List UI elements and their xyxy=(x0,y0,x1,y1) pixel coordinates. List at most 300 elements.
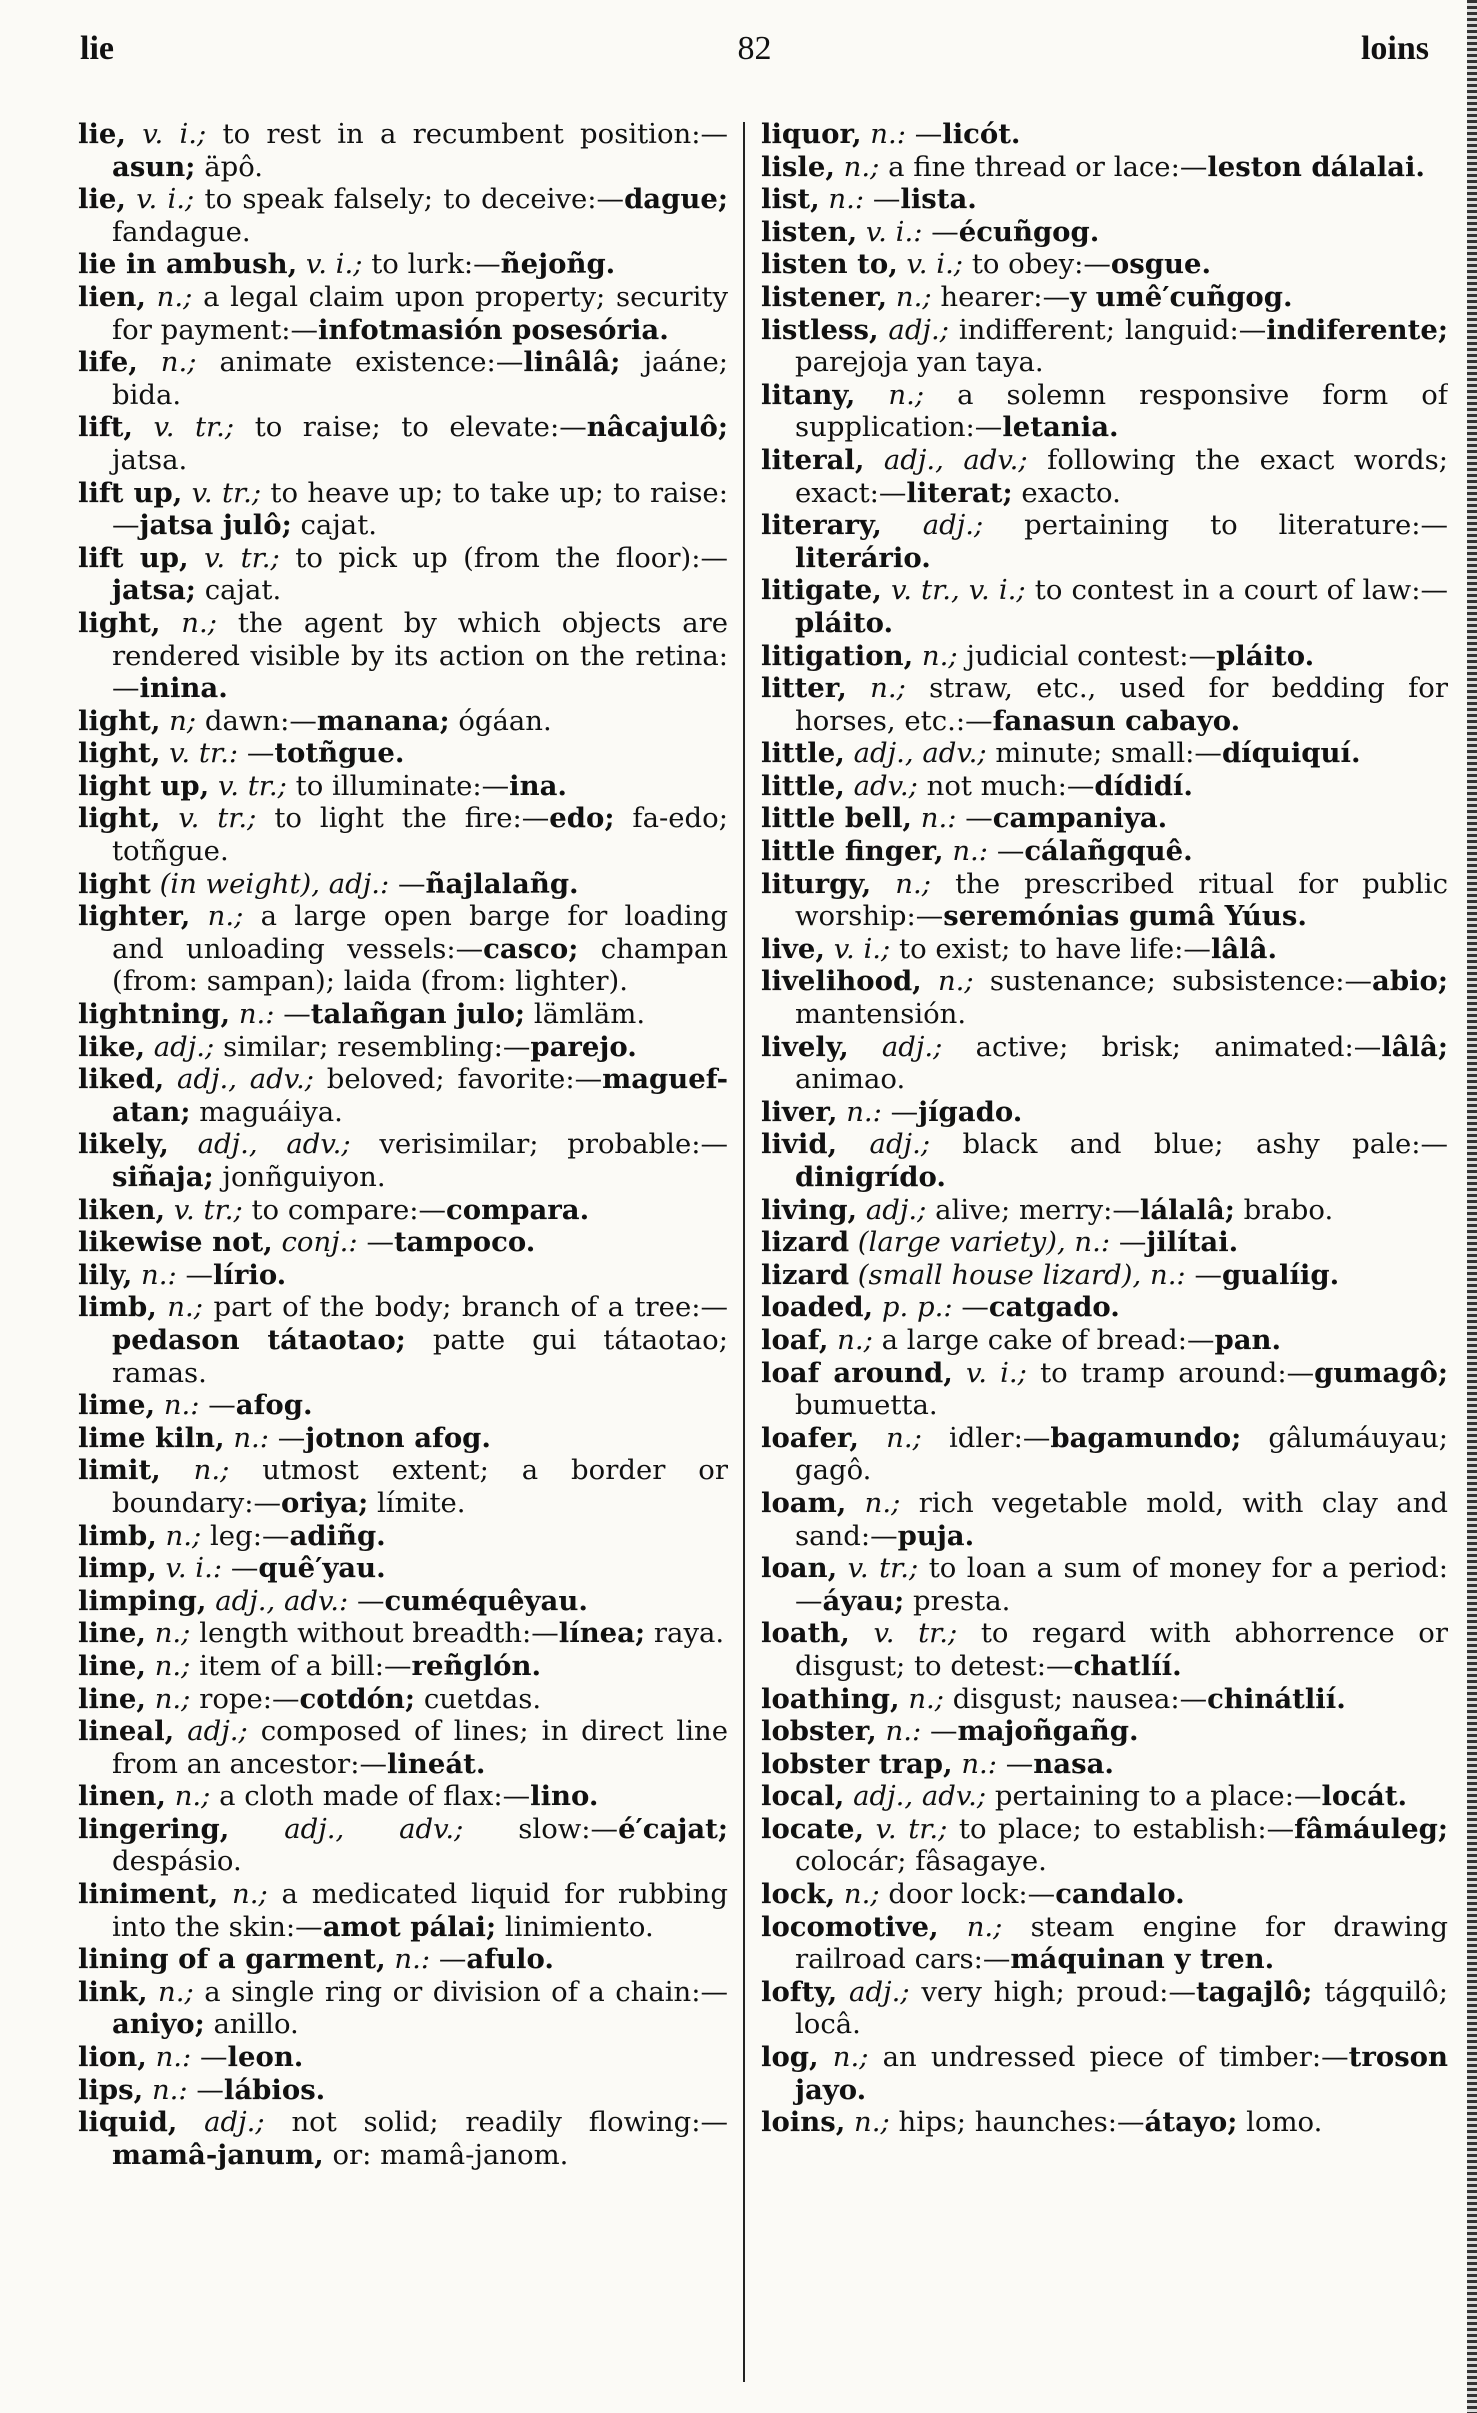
translation: átayo; xyxy=(1144,2106,1238,2139)
definition: a cloth made of flax:— xyxy=(219,1780,531,1813)
headword: listener, xyxy=(761,280,888,313)
translation: écuñgog. xyxy=(958,215,1100,248)
part-of-speech: n.; xyxy=(167,1291,203,1324)
definition: not much:— xyxy=(926,769,1095,802)
translation: leon. xyxy=(227,2041,304,2074)
headword: lien, xyxy=(78,280,146,313)
translation: máquinan y tren. xyxy=(1010,1943,1275,1976)
translation: siñaja; xyxy=(112,1161,214,1193)
definition: — xyxy=(931,215,959,248)
part-of-speech: adj.; xyxy=(865,1193,927,1226)
headword: litter, xyxy=(761,672,847,705)
definition: steam engine for drawing railroad cars:— xyxy=(795,1910,1448,1976)
dictionary-entry xyxy=(761,1878,1448,1911)
part-of-speech: v. tr.; xyxy=(178,802,257,835)
definition: — xyxy=(398,867,426,900)
headword: life, xyxy=(78,346,138,379)
dictionary-entry xyxy=(761,314,1448,379)
part-of-speech: n.; xyxy=(937,965,974,998)
translation: nasa. xyxy=(1033,1747,1114,1780)
dictionary-entry xyxy=(78,1389,728,1422)
dictionary-entry xyxy=(78,542,728,607)
definition: to contest in a court of law:— xyxy=(1034,574,1448,607)
alternate-translation: cajat. xyxy=(204,574,282,607)
translation: jilítai. xyxy=(1146,1226,1239,1259)
part-of-speech: adj., adv.: xyxy=(215,1584,349,1617)
alternate-translation: champan (from: sampan); laida (from: lighter). xyxy=(112,932,728,998)
part-of-speech: n.; xyxy=(966,1910,1003,1943)
translation: pedason tátaotao; xyxy=(112,1323,406,1356)
part-of-speech: n.: xyxy=(141,1258,177,1291)
dictionary-entry xyxy=(78,1715,728,1780)
alternate-translation: jatsa. xyxy=(112,443,188,476)
headword: likewise not, xyxy=(78,1226,273,1259)
headword: liked, xyxy=(78,1063,165,1096)
alternate-translation: ógáan. xyxy=(458,704,552,737)
dictionary-entry xyxy=(761,1128,1448,1193)
part-of-speech: adj.; xyxy=(849,1975,910,2008)
dictionary-entry xyxy=(761,1683,1448,1716)
part-of-speech: n.: xyxy=(155,2041,192,2074)
definition: verisimilar; probable:— xyxy=(379,1128,728,1161)
translation: talañgan julo; xyxy=(310,998,526,1031)
alternate-translation: mantensión. xyxy=(795,998,967,1031)
dictionary-entry xyxy=(761,868,1448,933)
part-of-speech: adj., adv.; xyxy=(284,1812,464,1845)
definition: to speak falsely; to deceive:— xyxy=(204,183,625,216)
headword: loaded, xyxy=(761,1291,874,1324)
headword: light, xyxy=(78,802,161,835)
translation: pláito. xyxy=(1216,639,1315,672)
headword: listless, xyxy=(761,313,879,346)
definition: — xyxy=(366,1226,394,1259)
headword: loafer, xyxy=(761,1421,859,1454)
dictionary-entry xyxy=(78,1552,728,1585)
headword: limit, xyxy=(78,1454,161,1487)
part-of-speech: v. tr.; xyxy=(191,476,262,509)
definition: beloved; favorite:— xyxy=(326,1063,603,1096)
alternate-translation: raya. xyxy=(653,1617,725,1650)
definition: — xyxy=(872,183,901,216)
headword: litigation, xyxy=(761,639,914,672)
headword: living, xyxy=(761,1193,858,1226)
translation: afog. xyxy=(235,1389,313,1422)
translation: cálañgquê. xyxy=(1024,835,1193,868)
alternate-translation: patte gui tátaotao; ramas. xyxy=(112,1323,728,1389)
definition: — xyxy=(996,835,1025,868)
alternate-translation: animao. xyxy=(795,1063,906,1096)
part-of-speech: n.; xyxy=(181,606,218,639)
dictionary-entry xyxy=(761,574,1448,639)
dictionary-entry xyxy=(78,1422,728,1455)
definition: very high; proud:— xyxy=(921,1975,1196,2008)
translation: ñejoñg. xyxy=(500,248,616,281)
headword: lift up, xyxy=(78,476,183,509)
part-of-speech: n.; xyxy=(843,1878,880,1911)
headword: lily, xyxy=(78,1258,133,1291)
dictionary-entry xyxy=(78,770,728,803)
alternate-translation: brabo. xyxy=(1243,1193,1334,1226)
dictionary-entry xyxy=(78,2041,728,2074)
headword: line, xyxy=(78,1649,146,1682)
dictionary-entry xyxy=(78,248,728,281)
headword: lips, xyxy=(78,2073,144,2106)
definition: straw, etc., used for bedding for horses, etc.:— xyxy=(795,672,1448,737)
translation: chinátlií. xyxy=(1207,1682,1346,1715)
translation: dinigrído. xyxy=(795,1161,946,1193)
headword: lie, xyxy=(78,183,126,216)
part-of-speech: v. i.; xyxy=(906,248,964,281)
dictionary-entry xyxy=(78,346,728,411)
alternate-translation: exacto. xyxy=(1021,476,1121,509)
translation: asun; xyxy=(112,150,196,183)
headword: livelihood, xyxy=(761,965,922,998)
headword: lift up, xyxy=(78,541,189,574)
definition: to illuminate:— xyxy=(295,769,510,802)
definition: — xyxy=(246,737,275,770)
translation: oriya; xyxy=(281,1486,369,1519)
definition: a solemn responsive form of supplication:— xyxy=(795,378,1448,444)
definition: to exist; to have life:— xyxy=(899,932,1211,965)
part-of-speech: v. i.; xyxy=(142,118,207,150)
part-of-speech: n.; xyxy=(886,1421,922,1454)
definition: minute; small:— xyxy=(995,737,1222,770)
translation: fâmáuleg; xyxy=(1294,1812,1448,1845)
headword: limp, xyxy=(78,1552,157,1585)
dictionary-entry xyxy=(761,151,1448,184)
translation: osgue. xyxy=(1110,248,1212,281)
part-of-speech: v. tr.: xyxy=(169,737,239,770)
part-of-speech: adj.; xyxy=(153,1030,215,1063)
headword: loaf, xyxy=(761,1323,829,1356)
definition: — xyxy=(929,1715,958,1748)
part-of-speech: n.; xyxy=(864,1486,901,1519)
translation: jígado. xyxy=(918,1095,1023,1128)
headword: lisle, xyxy=(761,150,835,183)
part-of-speech: v. tr.; xyxy=(873,1617,958,1650)
definition: item of a bill:— xyxy=(199,1649,412,1682)
headword: loathing, xyxy=(761,1682,900,1715)
dictionary-entry xyxy=(761,1617,1448,1682)
dictionary-entry xyxy=(761,509,1448,574)
part-of-speech: adj., adv.; xyxy=(883,443,1028,476)
part-of-speech: n.; xyxy=(908,1682,945,1715)
headword: lingering, xyxy=(78,1812,230,1845)
dictionary-entry xyxy=(78,1194,728,1227)
headword: listen to, xyxy=(761,248,898,281)
headword: lighter, xyxy=(78,900,191,933)
part-of-speech: adv.; xyxy=(853,769,918,802)
headword: lining of a garment, xyxy=(78,1943,386,1976)
definition: — xyxy=(357,1584,385,1617)
dictionary-entry xyxy=(78,1454,728,1519)
dictionary-entry xyxy=(78,1585,728,1618)
definition: slow:— xyxy=(518,1812,619,1845)
part-of-speech: n.; xyxy=(154,1649,191,1682)
definition: — xyxy=(914,118,943,150)
part-of-speech: v. tr.; xyxy=(875,1812,948,1845)
part-of-speech: v. i.; xyxy=(136,183,195,216)
dictionary-entry xyxy=(761,1715,1448,1748)
part-of-speech: v. i.: xyxy=(165,1552,223,1585)
headword: little, xyxy=(761,737,845,770)
dictionary-entry xyxy=(78,1520,728,1553)
dictionary-entry xyxy=(761,1422,1448,1487)
dictionary-columns xyxy=(78,118,1448,2398)
alternate-translation: límite. xyxy=(377,1486,466,1519)
translation: letania. xyxy=(1002,411,1119,444)
translation: manana; xyxy=(316,704,450,737)
dictionary-entry xyxy=(78,1128,728,1193)
part-of-speech: (small house lizard), n.: xyxy=(857,1258,1186,1291)
headword: loaf around, xyxy=(761,1356,953,1389)
part-of-speech: adj.; xyxy=(888,313,949,346)
dictionary-entry xyxy=(78,1031,728,1064)
translation: cotdón; xyxy=(299,1682,416,1715)
headword: locate, xyxy=(761,1812,865,1845)
translation: majoñgañg. xyxy=(957,1715,1139,1748)
definition: hearer:— xyxy=(940,280,1071,313)
definition: length without breadth:— xyxy=(199,1617,559,1650)
part-of-speech: n.; xyxy=(193,1454,230,1487)
definition: black and blue; ashy pale:— xyxy=(962,1128,1448,1161)
guide-word-left: lie xyxy=(80,30,114,67)
part-of-speech: v. i.; xyxy=(305,248,363,281)
dictionary-entry xyxy=(761,1226,1448,1259)
part-of-speech: v. tr.; xyxy=(847,1552,919,1585)
translation: cuméquêyau. xyxy=(384,1584,588,1617)
definition: part of the body; branch of a tree:— xyxy=(213,1291,728,1324)
definition: to compare:— xyxy=(251,1193,447,1226)
alternate-translation: colocár; fâsagaye. xyxy=(795,1845,1047,1878)
definition: a legal claim upon property; security for payment:— xyxy=(112,280,728,346)
definition: to tramp around:— xyxy=(1040,1356,1315,1389)
translation: totñgue. xyxy=(274,737,405,770)
headword: liquid, xyxy=(78,2106,178,2139)
headword: livid, xyxy=(761,1128,838,1161)
definition: rich vegetable mold, with clay and sand:— xyxy=(795,1486,1448,1552)
definition: animate existence:— xyxy=(219,346,524,379)
dictionary-entry xyxy=(761,248,1448,281)
headword: loam, xyxy=(761,1486,847,1519)
headword: liver, xyxy=(761,1095,838,1128)
dictionary-entry xyxy=(78,1291,728,1389)
definition: a fine thread or lace:— xyxy=(888,150,1208,183)
dictionary-entry xyxy=(78,705,728,738)
definition: idler:— xyxy=(948,1421,1051,1454)
dictionary-entry xyxy=(78,1878,728,1943)
definition: alive; merry:— xyxy=(935,1193,1140,1226)
dictionary-entry xyxy=(78,868,728,901)
part-of-speech: n.: xyxy=(163,1389,200,1422)
headword: lightning, xyxy=(78,998,231,1031)
dictionary-entry xyxy=(78,998,728,1031)
part-of-speech: n.: xyxy=(952,835,989,868)
alternate-translation: gâlumáuyau; gagô. xyxy=(795,1421,1448,1487)
part-of-speech: n.: xyxy=(885,1715,922,1748)
part-of-speech: v. tr., v. i.; xyxy=(890,574,1026,607)
definition: — xyxy=(208,1389,236,1422)
headword: lion, xyxy=(78,2041,147,2074)
alternate-translation: anillo. xyxy=(213,2008,299,2041)
definition: similar; resembling:— xyxy=(223,1030,531,1063)
translation: leston dálalai. xyxy=(1207,150,1425,183)
definition: — xyxy=(438,1943,467,1976)
part-of-speech: v. tr.; xyxy=(217,769,287,802)
headword: liken, xyxy=(78,1193,166,1226)
alternate-translation: maguáiya. xyxy=(199,1095,343,1128)
translation: lineát. xyxy=(386,1747,486,1780)
definition: — xyxy=(200,2041,228,2074)
definition: utmost extent; a border or boundary:— xyxy=(112,1454,728,1519)
part-of-speech: n.; xyxy=(895,867,932,900)
headword: locomotive, xyxy=(761,1910,939,1943)
translation: infotmasión posesória. xyxy=(318,313,669,346)
headword: list, xyxy=(761,183,820,216)
definition: — xyxy=(196,2073,224,2106)
dictionary-entry xyxy=(761,965,1448,1030)
definition: pertaining to a place:— xyxy=(994,1780,1322,1813)
definition: to raise; to elevate:— xyxy=(254,411,587,444)
definition: a medicated liquid for rubbing into the skin:— xyxy=(112,1878,728,1943)
dictionary-entry xyxy=(78,1617,728,1650)
headword: lock, xyxy=(761,1878,836,1911)
headword: lime kiln, xyxy=(78,1421,225,1454)
dictionary-entry xyxy=(761,216,1448,249)
translation: indiferente; xyxy=(1266,313,1448,346)
translation: lâlâ; xyxy=(1381,1030,1448,1063)
definition: a single ring or division of a chain:— xyxy=(204,1975,728,2008)
alternate-translation: bumuetta. xyxy=(795,1389,938,1422)
definition: to light the fire:— xyxy=(274,802,550,835)
part-of-speech: adj., adv.; xyxy=(853,1780,987,1813)
headword: limping, xyxy=(78,1584,207,1617)
alternate-translation: presta. xyxy=(913,1584,1011,1617)
translation: tampoco. xyxy=(393,1226,536,1259)
dictionary-entry xyxy=(78,477,728,542)
dictionary-entry xyxy=(761,1324,1448,1357)
definition: not solid; readily flowing:— xyxy=(291,2106,728,2139)
translation: lábios. xyxy=(223,2073,326,2106)
headword: liniment, xyxy=(78,1878,219,1911)
definition: the agent by which objects are rendered visible by its action on the retina:— xyxy=(112,606,728,705)
part-of-speech: n.; xyxy=(232,1878,268,1911)
translation: locát. xyxy=(1321,1780,1408,1813)
definition: to loan a sum of money for a period:— xyxy=(795,1552,1448,1617)
part-of-speech: n.: xyxy=(394,1943,431,1976)
definition: an undressed piece of timber:— xyxy=(882,2041,1349,2074)
dictionary-entry xyxy=(761,1487,1448,1552)
headword: live, xyxy=(761,932,825,965)
alternate-translation: or: mamâ-janom. xyxy=(332,2138,569,2171)
part-of-speech: n.; xyxy=(174,1780,211,1813)
definition: dawn:— xyxy=(204,704,317,737)
dictionary-entry xyxy=(761,933,1448,966)
definition: a large open barge for loading and unloading vessels:— xyxy=(112,900,728,965)
definition: to place; to establish:— xyxy=(958,1812,1295,1845)
headword: limb, xyxy=(78,1519,157,1552)
headword: lime, xyxy=(78,1389,156,1422)
translation: pan. xyxy=(1214,1323,1282,1356)
part-of-speech: adj., adv.; xyxy=(197,1128,351,1161)
alternate-translation: lämläm. xyxy=(533,998,646,1031)
translation: áyau; xyxy=(822,1584,905,1617)
headword: lofty, xyxy=(761,1975,838,2008)
definition: — xyxy=(1005,1747,1034,1780)
dictionary-entry xyxy=(761,281,1448,314)
headword: limb, xyxy=(78,1291,157,1324)
part-of-speech: v. tr.; xyxy=(173,1193,243,1226)
translation: fanasun cabayo. xyxy=(992,704,1241,737)
headword: loath, xyxy=(761,1617,850,1650)
headword: line, xyxy=(78,1682,146,1715)
part-of-speech: n.; xyxy=(888,378,925,411)
dictionary-entry xyxy=(78,802,728,867)
dictionary-entry xyxy=(761,802,1448,835)
part-of-speech: n.: xyxy=(238,998,275,1031)
translation: gualíig. xyxy=(1221,1258,1340,1291)
part-of-speech: adj., adv.; xyxy=(853,737,987,770)
part-of-speech: n.; xyxy=(854,2106,890,2139)
part-of-speech: adj.; xyxy=(869,1128,931,1161)
part-of-speech: adj.; xyxy=(881,1030,943,1063)
headword: liquor, xyxy=(761,118,862,150)
definition: — xyxy=(890,1095,919,1128)
dictionary-entry xyxy=(761,1552,1448,1617)
alternate-translation: linimiento. xyxy=(504,1910,654,1943)
definition: to regard with abhorrence or disgust; to detest:— xyxy=(795,1617,1448,1682)
dictionary-entry xyxy=(78,1976,728,2041)
dictionary-entry xyxy=(761,835,1448,868)
translation: aniyo; xyxy=(112,2008,205,2041)
alternate-translation: parejoja yan taya. xyxy=(795,346,1044,379)
translation: seremónias gumâ Yúus. xyxy=(943,900,1307,933)
part-of-speech: (large variety), n.: xyxy=(857,1226,1111,1259)
translation: abio; xyxy=(1372,965,1448,998)
part-of-speech: n.; xyxy=(870,672,906,705)
headword: liturgy, xyxy=(761,867,872,900)
alternate-translation: fa-edo; totñgue. xyxy=(112,802,728,868)
part-of-speech: n.: xyxy=(920,802,957,835)
translation: inina. xyxy=(139,672,228,705)
part-of-speech: n.; xyxy=(207,900,244,933)
translation: linâlâ; xyxy=(523,346,621,379)
translation: reñglón. xyxy=(411,1649,542,1682)
definition: to pick up (from the floor):— xyxy=(295,541,728,574)
part-of-speech: v. i.; xyxy=(965,1356,1027,1389)
headword: lively, xyxy=(761,1030,849,1063)
headword: lineal, xyxy=(78,1715,175,1748)
definition: door lock:— xyxy=(888,1878,1056,1911)
translation: ñajlalañg. xyxy=(425,867,579,900)
part-of-speech: adj.; xyxy=(187,1715,248,1748)
headword: literal, xyxy=(761,443,865,476)
part-of-speech: n.; xyxy=(832,2041,869,2074)
part-of-speech: n.; xyxy=(921,639,958,672)
headword: light, xyxy=(78,606,161,639)
dictionary-entry xyxy=(78,1259,728,1292)
translation: parejo. xyxy=(530,1030,637,1063)
part-of-speech: (in weight), adj.: xyxy=(159,867,390,900)
part-of-speech: v. i.: xyxy=(865,215,923,248)
headword: log, xyxy=(761,2041,819,2074)
translation: dídidí. xyxy=(1094,769,1193,802)
definition: — xyxy=(277,1421,306,1454)
part-of-speech: adj.; xyxy=(922,509,984,542)
translation: adiñg. xyxy=(289,1519,386,1552)
headword: listen, xyxy=(761,215,858,248)
definition: disgust; nausea:— xyxy=(952,1682,1208,1715)
